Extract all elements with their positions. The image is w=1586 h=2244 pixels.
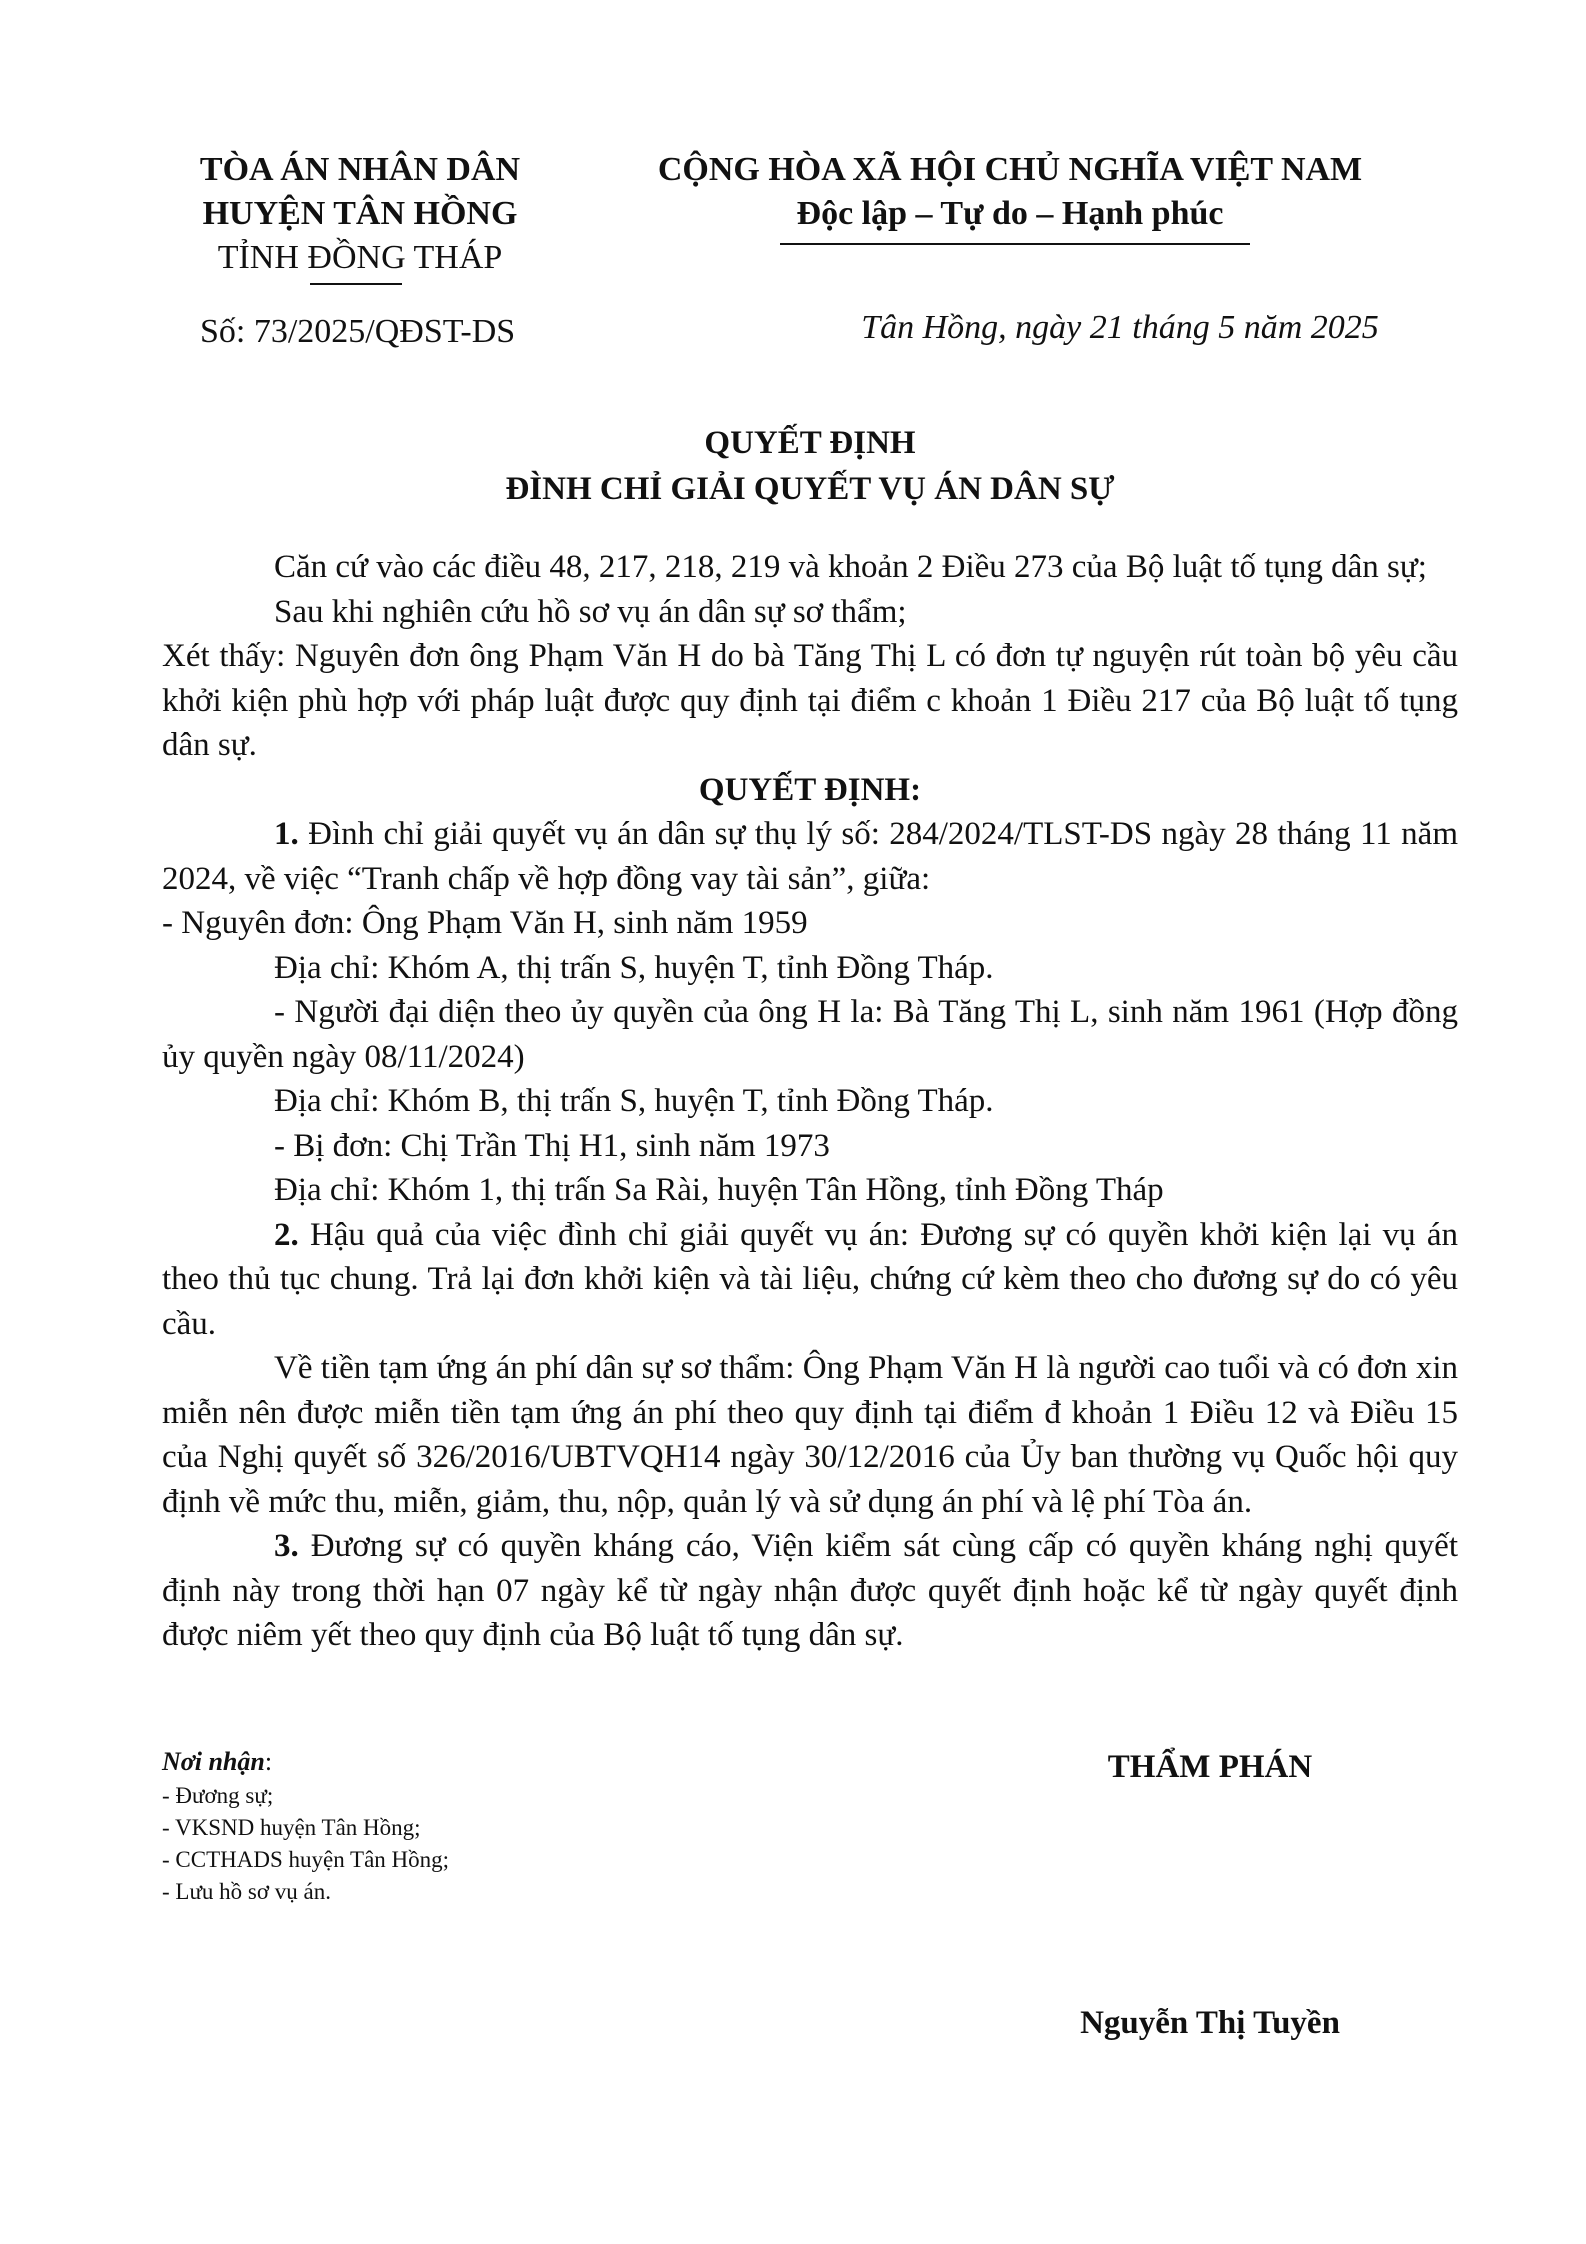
motto-rule: [780, 243, 1250, 245]
item-3-number: 3.: [274, 1528, 299, 1564]
national-motto: Độc lập – Tự do – Hạnh phúc: [796, 195, 1224, 232]
decision-heading: QUYẾT ĐỊNH:: [698, 771, 922, 808]
item-2: [162, 1213, 1458, 1347]
recipient-item: - VKSND huyện Tân Hồng;: [162, 1815, 421, 1840]
item-1: [162, 812, 1458, 901]
item-2-number: 2.: [274, 1216, 299, 1253]
defendant: - Bị đơn: Chị Trần Thị H1, sinh năm 1973: [274, 1127, 830, 1164]
plaintiff-address: Địa chỉ: Khóm A, thị trấn S, huyện T, tỉnh Đồng Tháp.: [274, 949, 994, 986]
signer-role: THẨM PHÁN: [1107, 1749, 1313, 1785]
title-line2: ĐÌNH CHỈ GIẢI QUYẾT VỤ ÁN DÂN SỰ: [505, 471, 1115, 507]
recipient-item: - Đương sự;: [162, 1783, 274, 1808]
preamble-basis: Căn cứ vào các điều 48, 217, 218, 219 và khoản 2 Điều 273 của Bộ luật tố tụng dân sự;: [274, 549, 1427, 585]
court-header: [150, 148, 570, 280]
national-title: CỘNG HÒA XÃ HỘI CHỦ NGHĨA VIỆT NAM: [657, 151, 1363, 188]
item-1-text: Đình chỉ giải quyết vụ án dân sự thụ lý số: 284/2024/TLST-DS ngày 28 tháng 11 năm 2024, về việc “Tranh chấp về hợp đồng vay tài sản”, giữa:: [162, 816, 1459, 897]
representative-address: Địa chỉ: Khóm B, thị trấn S, huyện T, tỉnh Đồng Tháp.: [274, 1083, 994, 1119]
preamble-consideration: Xét thấy: Nguyên đơn ông Phạm Văn H do bà Tăng Thị L có đơn tự nguyện rút toàn bộ yêu cầu khởi kiện phù hợp với pháp luật được quy định tại điểm c khoản 1 Điều 217 của Bộ luật tố tụng dân sự.: [162, 638, 1458, 763]
preamble-study: Sau khi nghiên cứu hồ sơ vụ án dân sự sơ thẩm;: [274, 593, 907, 630]
defendant-address: Địa chỉ: Khóm 1, thị trấn Sa Rài, huyện Tân Hồng, tỉnh Đồng Tháp: [274, 1172, 1164, 1208]
recipients-heading-text: Nơi nhận: [162, 1747, 265, 1776]
plaintiff: - Nguyên đơn: Ông Phạm Văn H, sinh năm 1959: [162, 905, 808, 941]
court-fee-paragraph: Về tiền tạm ứng án phí dân sự sơ thẩm: Ông Phạm Văn H là người cao tuổi và có đơn xin miễn nên được miễn tiền tạm ứng án phí theo quy định tại điểm đ khoản 1 Điều 12 và Điều 15 của Nghị quyết số 326/2016/UBTVQH14 ngày 30/12/2016 của Ủy ban thường vụ Quốc hội quy định về mức thu, miễn, giảm, thu, nộp, quản lý và sử dụng án phí và lệ phí Tòa án.: [162, 1350, 1458, 1520]
item-3-text: Đương sự có quyền kháng cáo, Viện kiểm sát cùng cấp có quyền kháng nghị quyết định này trong thời hạn 07 ngày kể từ ngày nhận được quyết định hoặc kể từ ngày quyết định được niêm yết theo quy định của Bộ luật tố tụng dân sự.: [162, 1528, 1459, 1653]
representative: - Người đại diện theo ủy quyền của ông H la: Bà Tăng Thị L, sinh năm 1961 (Hợp đồng ủy quyền ngày 08/11/2024): [162, 994, 1458, 1075]
signer-name: Nguyễn Thị Tuyền: [1080, 2005, 1340, 2041]
court-header-rule: [310, 283, 402, 285]
document-title: [162, 420, 1458, 512]
issue-date: Tân Hồng, ngày 21 tháng 5 năm 2025: [861, 309, 1379, 346]
item-1-number: 1.: [274, 816, 299, 852]
item-3: [162, 1524, 1458, 1658]
court-name-line1: TÒA ÁN NHÂN DÂN: [199, 151, 521, 188]
national-header: [620, 148, 1400, 236]
item-2-text: Hậu quả của việc đình chỉ giải quyết vụ án: Đương sự có quyền khởi kiện lại vụ án theo thủ tục chung. Trả lại đơn khởi kiện và tài liệu, chứng cứ kèm theo cho đương sự do có yêu cầu.: [162, 1216, 1458, 1342]
document-body: [162, 545, 1458, 1658]
recipient-item: - CCTHADS huyện Tân Hồng;: [162, 1847, 450, 1872]
court-province: TỈNH ĐỒNG THÁP: [217, 239, 503, 276]
decision-number: Số: 73/2025/QĐST-DS: [200, 313, 516, 350]
recipients-block: [162, 1744, 762, 1908]
title-line1: QUYẾT ĐỊNH: [704, 425, 916, 461]
court-name-line2: HUYỆN TÂN HỒNG: [202, 195, 518, 232]
recipients-heading-colon: :: [264, 1747, 273, 1776]
recipients-heading: [162, 1744, 762, 1780]
recipient-item: - Lưu hồ sơ vụ án.: [162, 1879, 331, 1904]
